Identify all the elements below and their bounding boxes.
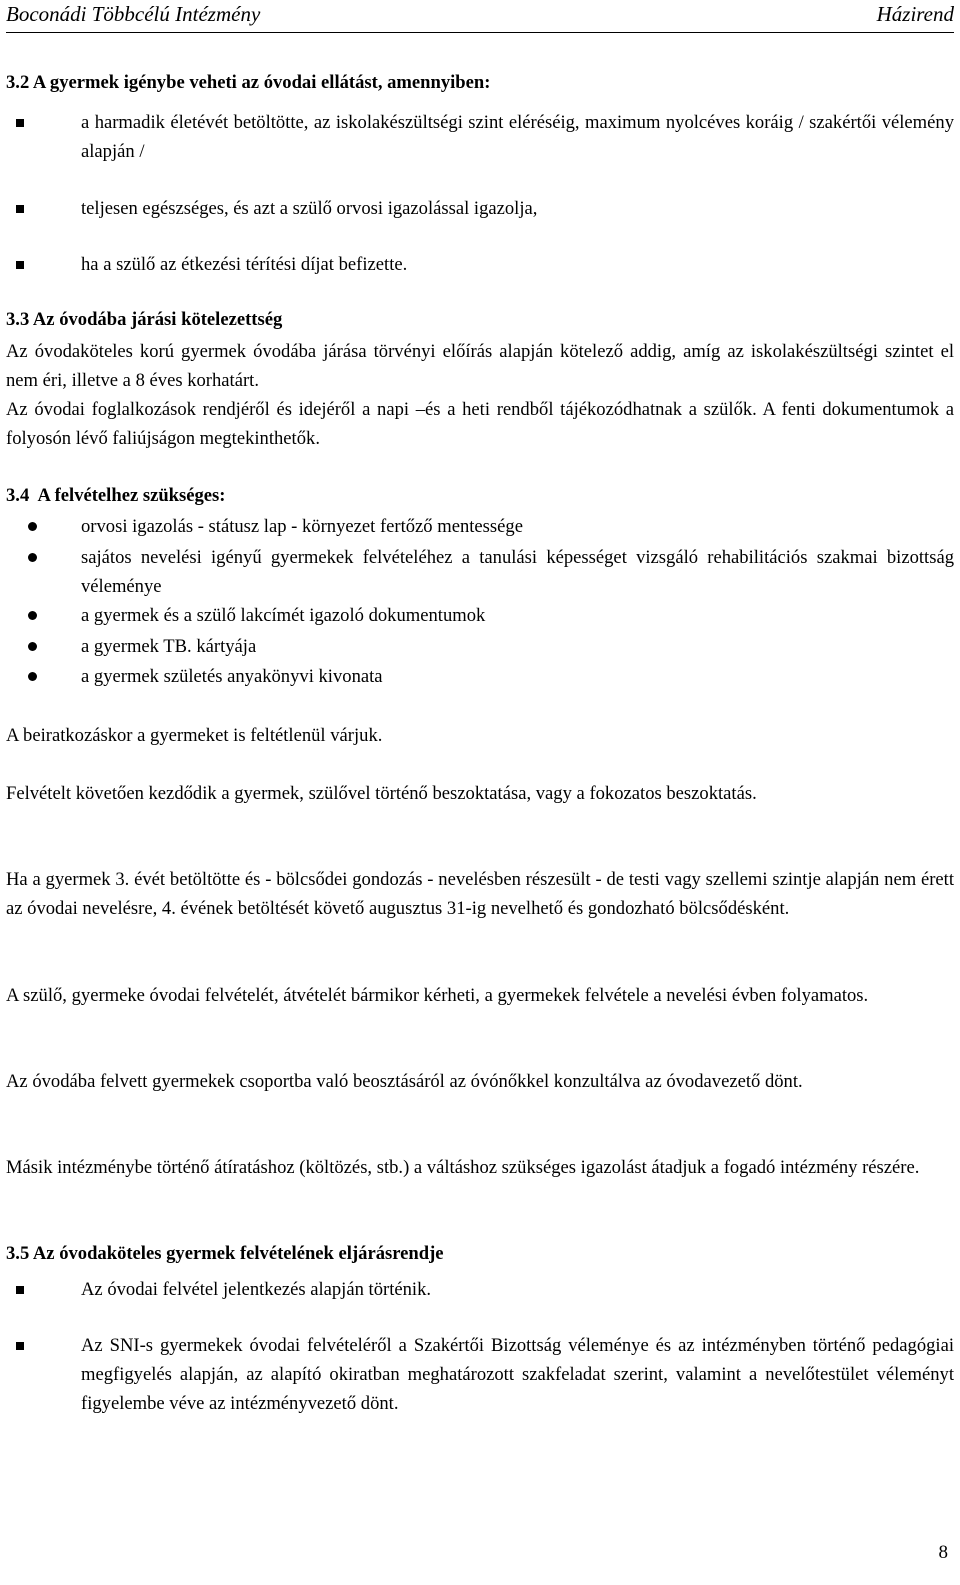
round-bullet-icon	[28, 632, 42, 661]
list-item	[6, 543, 954, 601]
paragraph: A beiratkozáskor a gyermeket is feltétlenül várjuk.	[6, 725, 383, 746]
list-item	[6, 662, 954, 691]
square-bullet-icon	[16, 1331, 30, 1360]
list-item-text: a gyermek TB. kártyája	[81, 636, 257, 657]
round-bullet-icon	[28, 601, 42, 630]
paragraph: Felvételt követően kezdődik a gyermek, szülővel történő beszoktatása, vagy a fokozatos beszoktatás.	[6, 783, 757, 804]
list-item	[6, 194, 954, 223]
paragraph: Másik intézménybe történő átíratáshoz (költözés, stb.) a váltáshoz szükséges igazolást átadjuk a fogadó intézmény részére.	[6, 1157, 920, 1178]
paragraph-block	[6, 1067, 954, 1096]
paragraph: A szülő, gyermeke óvodai felvételét, átvételét bármikor kérheti, a gyermekek felvétele a nevelési évben folyamatos.	[6, 985, 869, 1006]
page-header	[6, 0, 954, 33]
list-item	[6, 250, 954, 279]
paragraph-block	[6, 981, 954, 1010]
paragraph: Az óvodai foglalkozások rendjéről és idejéről a napi –és a heti rendből tájékozódhatnak a szülők. A fenti dokumentumok a folyosón lévő faliújságon megtekinthetők.	[6, 399, 954, 449]
section-3-2-heading	[6, 68, 954, 97]
section-title: 3.5 Az óvodaköteles gyermek felvételének eljárásrendje	[6, 1243, 444, 1264]
round-bullet-icon	[28, 543, 42, 572]
paragraph-block	[6, 865, 954, 923]
paragraph-block	[6, 1153, 954, 1182]
list-item	[6, 108, 954, 166]
round-bullet-icon	[28, 662, 42, 691]
paragraph-block	[6, 721, 954, 750]
list-item-text: a harmadik életévét betöltötte, az iskolakészültségi szint eléréséig, maximum nyolcéves koráig / szakértői vélemény alapján /	[81, 112, 954, 162]
section-title: 3.2 A gyermek igénybe veheti az óvodai ellátást, amennyiben:	[6, 72, 491, 93]
list-item	[6, 1331, 954, 1418]
section-3-4-heading	[6, 481, 954, 510]
round-bullet-icon	[28, 512, 42, 541]
header-document-title: Házirend	[876, 2, 954, 26]
list-item-text: teljesen egészséges, és azt a szülő orvosi igazolással igazolja,	[81, 198, 538, 219]
list-item-text: orvosi igazolás - státusz lap - környezet fertőző mentessége	[81, 516, 523, 537]
list-item-text: a gyermek és a szülő lakcímét igazoló dokumentumok	[81, 605, 486, 626]
paragraph-block	[6, 779, 954, 808]
list-item-text: ha a szülő az étkezési térítési díjat befizette.	[81, 254, 408, 275]
paragraph: Ha a gyermek 3. évét betöltötte és - bölcsődei gondozás - nevelésben részesült - de testi vagy szellemi szintje alapján nem érett az óvodai nevelésre, 4. évének betöltését követő augusztus 31-ig nevelhető és gondozható bölcsődésként.	[6, 869, 954, 919]
paragraph: Az óvodaköteles korú gyermek óvodába járása törvényi előírás alapján kötelező addig, amíg az iskolakészültségi szintet el nem éri, illetve a 8 éves korhatárt.	[6, 341, 954, 391]
paragraph: Az óvodába felvett gyermekek csoportba való beosztásáról az óvónőkkel konzultálva az óvodavezető dönt.	[6, 1071, 803, 1092]
list-item-text: a gyermek születés anyakönyvi kivonata	[81, 666, 383, 687]
header-institution: Boconádi Többcélú Intézmény	[6, 2, 261, 26]
square-bullet-icon	[16, 1275, 30, 1304]
section-3-5-heading	[6, 1239, 954, 1268]
section-title: A felvételhez szükséges:	[37, 485, 226, 506]
page-number: 8	[938, 1542, 948, 1563]
list-item-text: sajátos nevelési igényű gyermekek felvételéhez a tanulási képességet vizsgáló rehabilitációs szakmai bizottság véleménye	[81, 547, 954, 597]
list-item	[6, 632, 954, 661]
list-item-text: Az SNI-s gyermekek óvodai felvételéről a Szakértői Bizottság véleménye és az intézményben történő pedagógiai megfigyelés alapján, az alapító okiratban meghatározott szakfeladat szerint, valamint a nevelőtestület véleményt figyelembe véve az intézményvezető dönt.	[81, 1335, 954, 1414]
square-bullet-icon	[16, 194, 30, 223]
list-item	[6, 1275, 954, 1304]
square-bullet-icon	[16, 250, 30, 279]
section-title: 3.3 Az óvodába járási kötelezettség	[6, 309, 283, 330]
list-item	[6, 601, 954, 630]
section-number: 3.4	[6, 485, 30, 506]
list-item-text: Az óvodai felvétel jelentkezés alapján történik.	[81, 1279, 432, 1300]
section-3-3	[6, 305, 954, 453]
list-item	[6, 512, 954, 541]
square-bullet-icon	[16, 108, 30, 137]
